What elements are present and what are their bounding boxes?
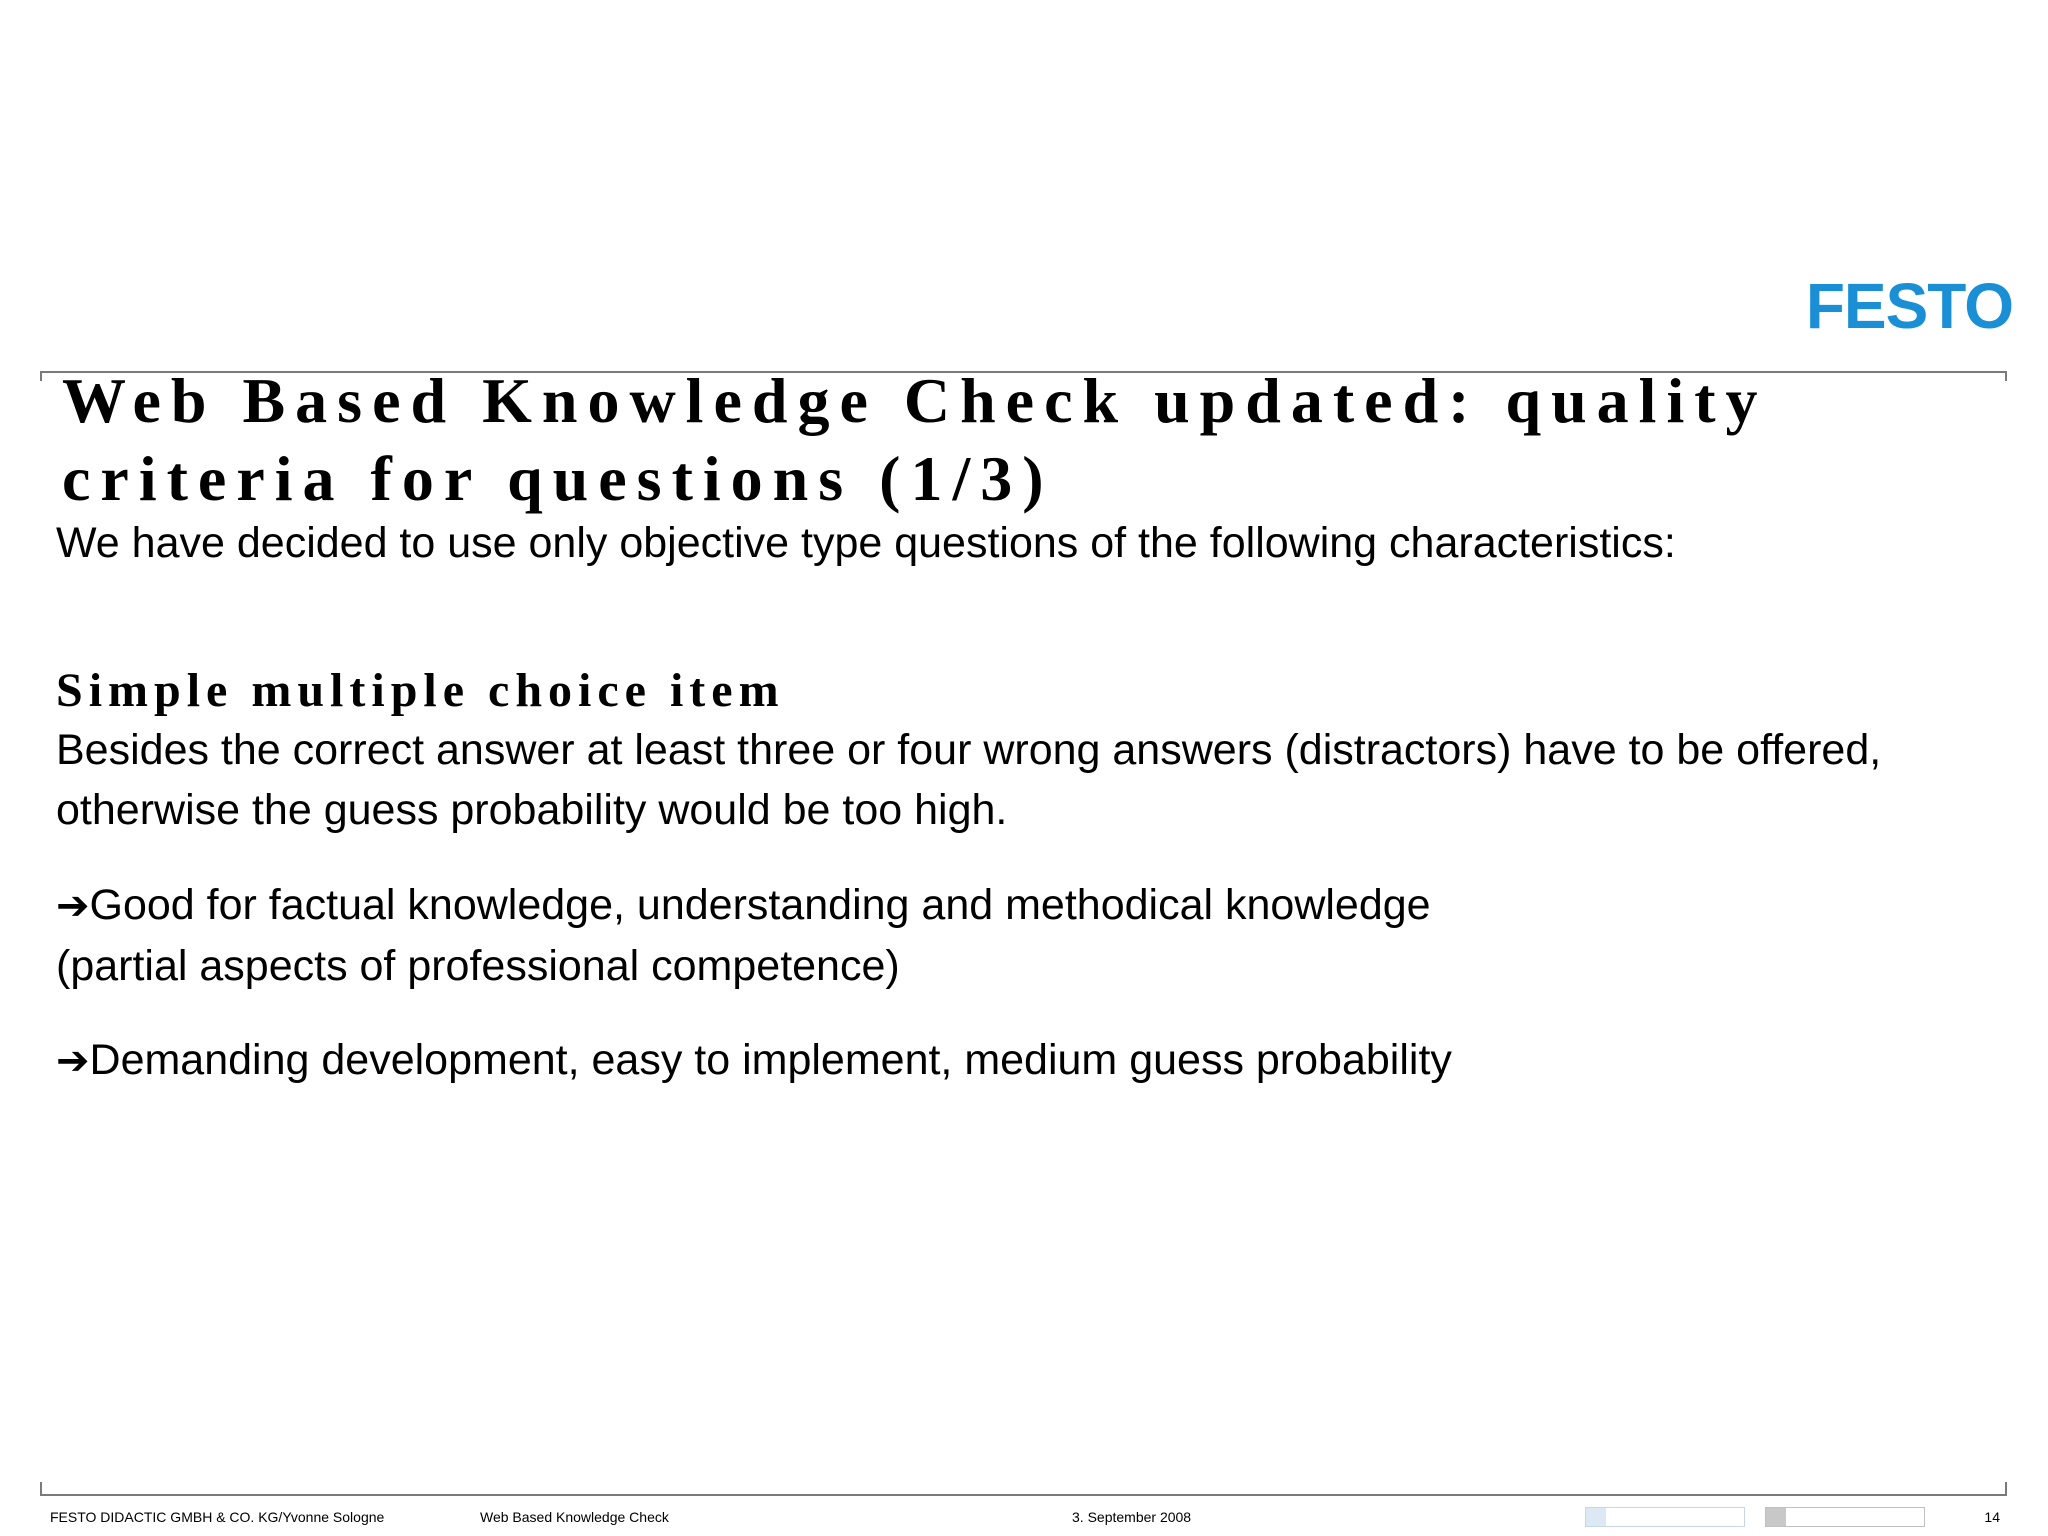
description-line-2: otherwise the guess probability would be too high. xyxy=(56,786,1008,834)
footer-decorative-bar-blue xyxy=(1585,1507,1745,1527)
bullet-item-demanding-development xyxy=(56,1030,1452,1091)
footer-divider xyxy=(40,1482,2007,1496)
arrow-right-icon: ➔ xyxy=(56,883,90,929)
slide-title xyxy=(62,362,2022,518)
slide-title-line-2: criteria for questions (1/3) xyxy=(62,443,1054,514)
arrow-right-icon: ➔ xyxy=(56,1038,90,1084)
bullet-item-2-text: Demanding development, easy to implement, medium guess probability xyxy=(89,1036,1452,1084)
slide-title-line-1: Web Based Knowledge Check updated: quality xyxy=(62,365,1768,436)
page-number: 14 xyxy=(1984,1509,2000,1525)
bullet-item-1-line-2: (partial aspects of professional competence) xyxy=(56,942,900,990)
footer-project-title: Web Based Knowledge Check xyxy=(480,1509,669,1525)
footer-bar-grey-fill xyxy=(1766,1508,1786,1526)
description-line-1: Besides the correct answer at least three or four wrong answers (distractors) have to be offered, xyxy=(56,726,1882,774)
intro-text: We have decided to use only objective type questions of the following characteristics: xyxy=(56,519,1676,567)
bullet-item-1-text: Good for factual knowledge, understanding and methodical knowledge xyxy=(89,881,1431,929)
footer-decorative-bar-grey xyxy=(1765,1507,1925,1527)
bullet-item-2-line-1 xyxy=(56,1030,1452,1091)
festo-logo: FESTO xyxy=(1805,270,2013,342)
bullet-item-factual-knowledge xyxy=(56,875,1431,996)
description-paragraph xyxy=(56,720,1881,840)
footer-bar-blue-fill xyxy=(1586,1508,1606,1526)
section-heading: Simple multiple choice item xyxy=(56,664,785,717)
footer-date: 3. September 2008 xyxy=(1072,1509,1192,1525)
footer-company: FESTO DIDACTIC GMBH & CO. KG/Yvonne Sologne xyxy=(50,1509,385,1525)
bullet-item-1-line-1 xyxy=(56,875,1431,936)
